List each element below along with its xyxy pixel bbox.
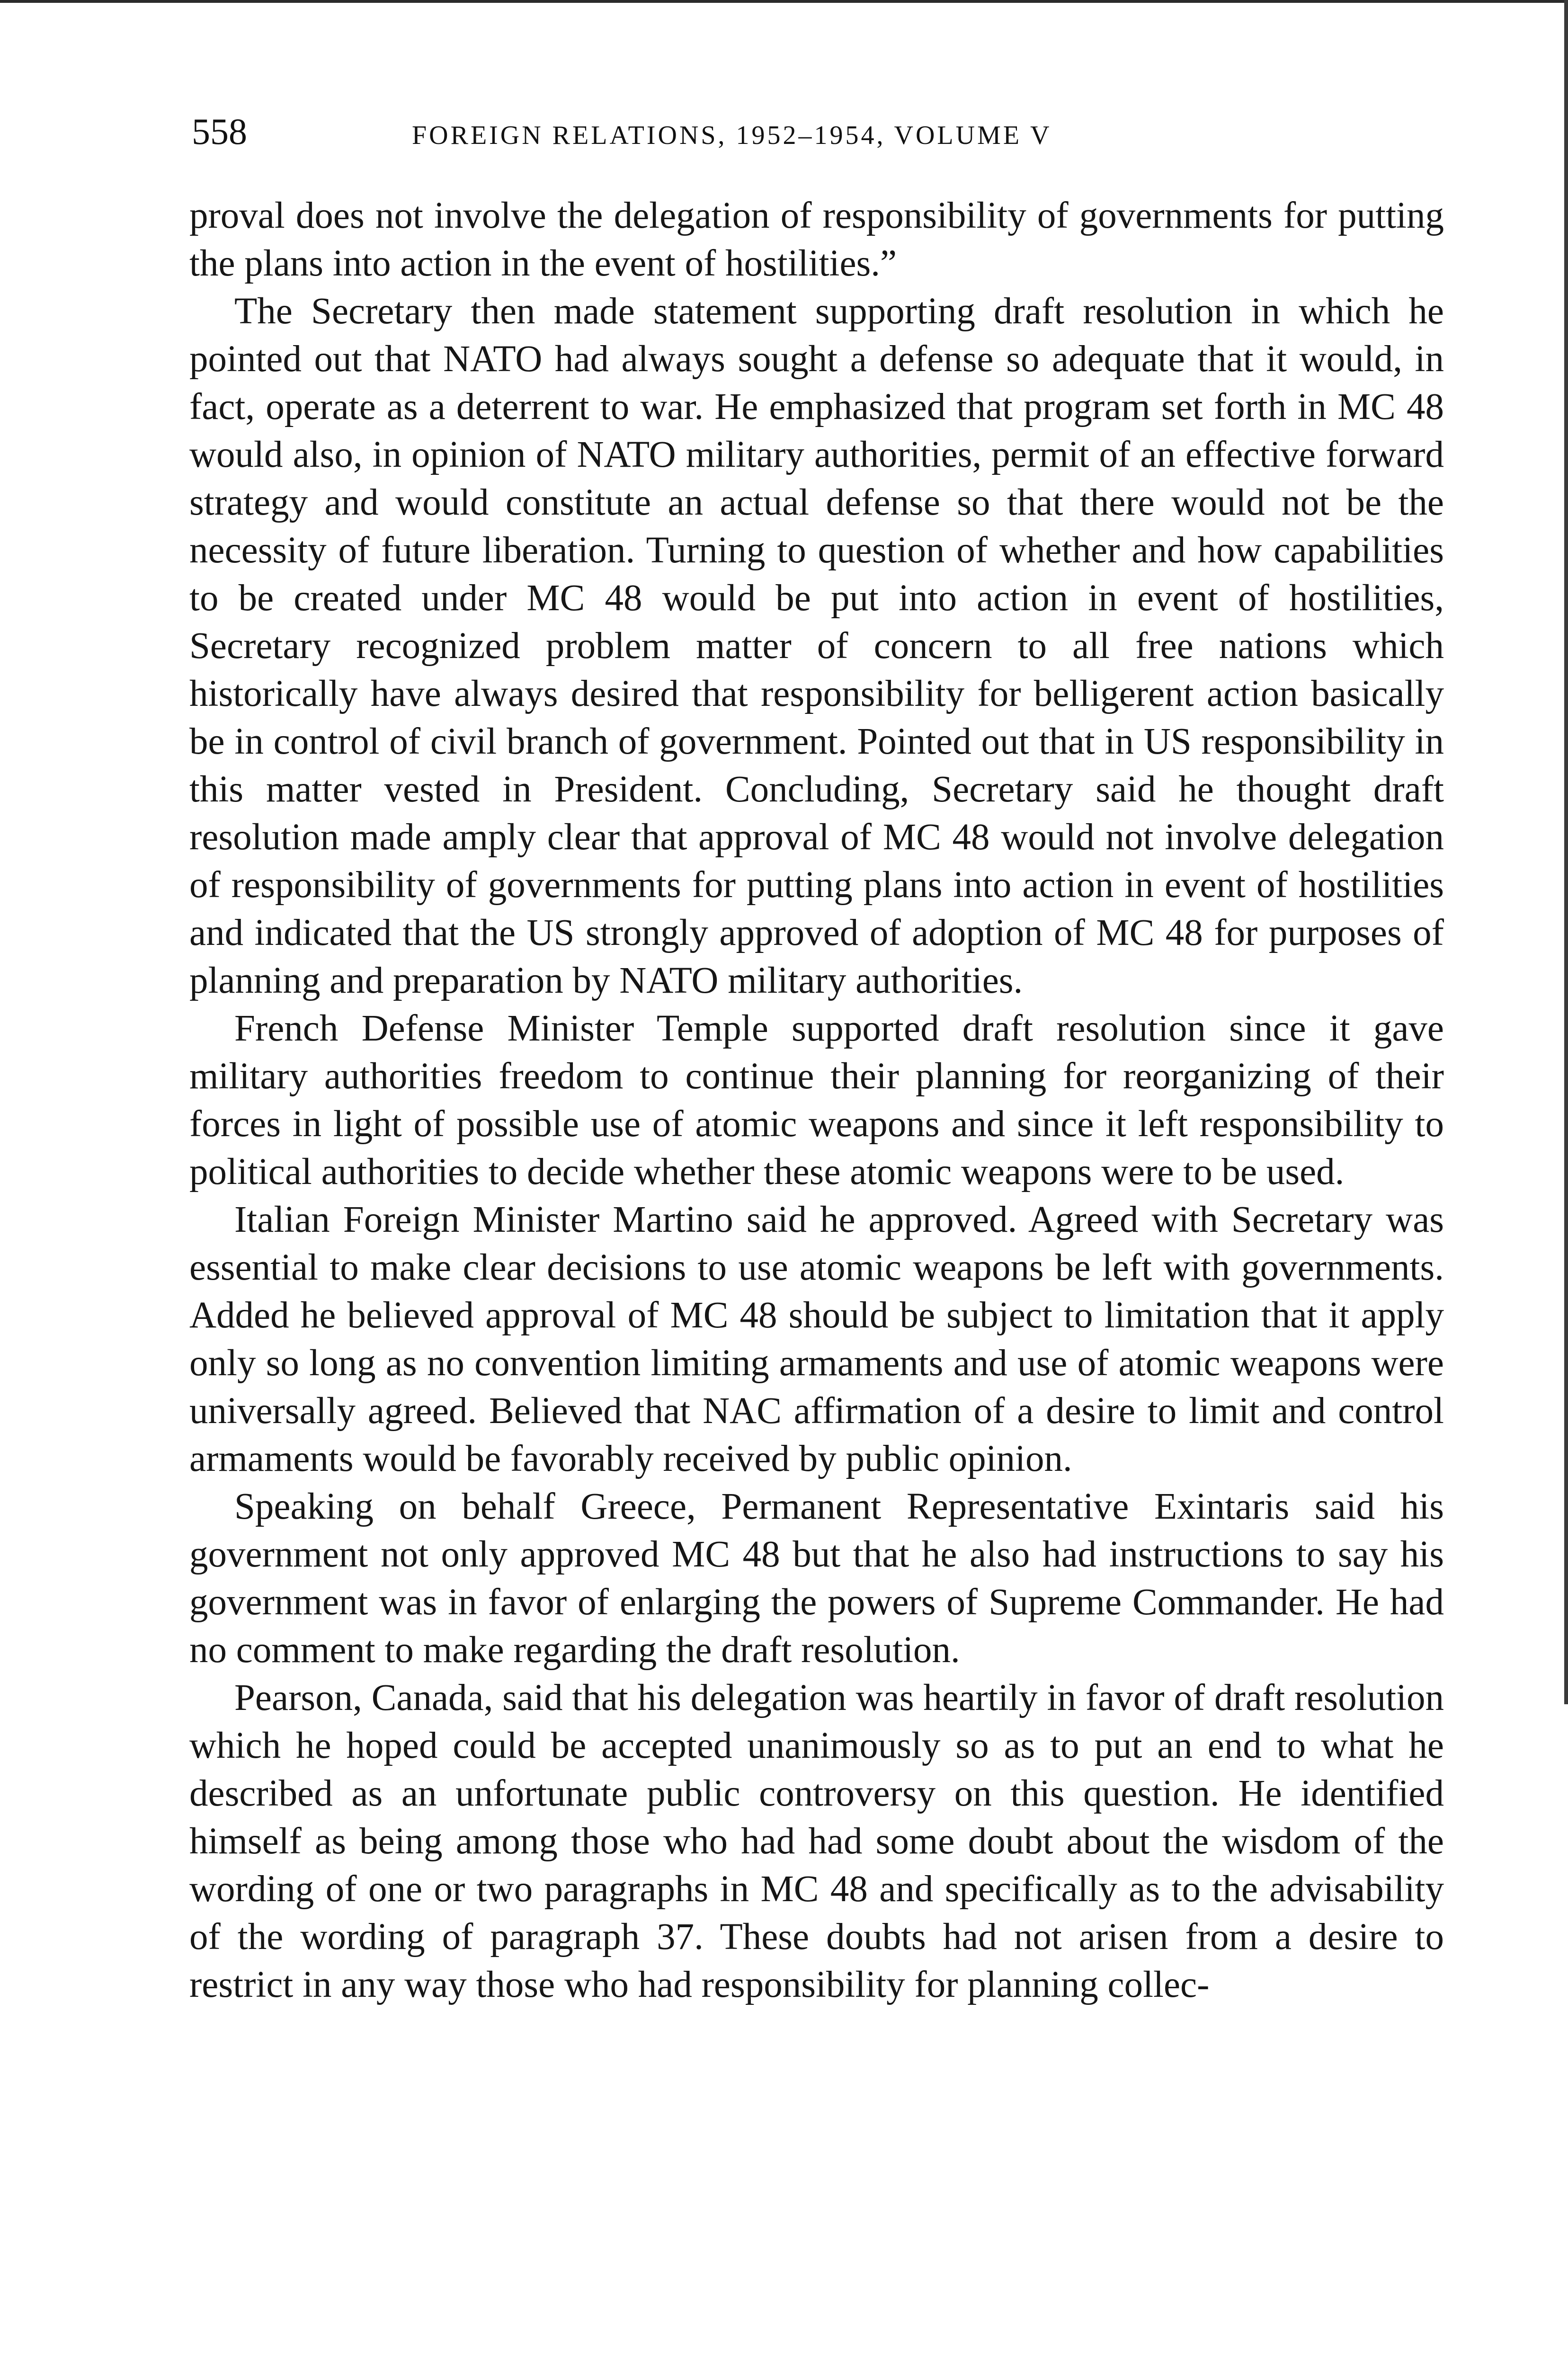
page-header: [192, 108, 1281, 155]
paragraph-greece-representative: Speaking on behalf Greece, Permanent Representative Exintaris said his government not only approved MC 48 but that he also had instructions to say his government was in favor of enlarging the powers of Supreme Commander. He had no comment to make regarding the draft resolution.: [189, 1486, 1444, 1671]
body-text: [189, 192, 1444, 2009]
paragraph-italian-foreign-minister: Italian Foreign Minister Martino said he approved. Agreed with Secretary was essential to make clear decisions to use atomic weapons be left with governments. Added he believed approval of MC 48 should be subject to limitation that it apply only so long as no convention limiting armaments and use of atomic weapons were universally agreed. Believed that NAC affirmation of a desire to limit and control armaments would be favorably received by public opinion.: [189, 1199, 1444, 1479]
scan-edge-top: [0, 0, 1568, 3]
paragraph-continuation: proval does not involve the delegation of responsibility of governments for putting the plans into action in the event of hostilities.”: [189, 195, 1444, 284]
scan-edge-right: [1564, 0, 1568, 1704]
paragraph-secretary-statement: The Secretary then made statement supporting draft resolution in which he pointed out that NATO had always sought a defense so adequate that it would, in fact, operate as a deterrent to war. He emphasized that program set forth in MC 48 would also, in opinion of NATO military authorities, permit of an effective forward strategy and would constitute an actual defense so that there would not be the necessity of future liberation. Turning to question of whether and how capabilities to be created under MC 48 would be put into action in event of hostilities, Secretary recognized problem matter of concern to all free nations which historically have always desired that responsibility for belligerent action basically be in control of civil branch of government. Pointed out that in US responsibility in this matter vested in President. Concluding, Secretary said he thought draft resolution made amply clear that approval of MC 48 would not involve delegation of responsibility of governments for putting plans into action in event of hostilities and indicated that the US strongly approved of adoption of MC 48 for purposes of planning and preparation by NATO military authorities.: [189, 291, 1444, 1001]
running-title: FOREIGN RELATIONS, 1952–1954, VOLUME V: [412, 121, 1052, 150]
paragraph-canada-pearson: Pearson, Canada, said that his delegation was heartily in favor of draft resolution which he hoped could be accepted unanimously so as to put an end to what he described as an unfortunate public controversy on this question. He identified himself as being among those who had had some doubt about the wisdom of the wording of one or two paragraphs in MC 48 and specifically as to the advisability of the wording of paragraph 37. These doubts had not arisen from a desire to restrict in any way those who had responsibility for planning collec-: [189, 1677, 1444, 2005]
paragraph-french-defense-minister: French Defense Minister Temple supported draft resolution since it gave military authorities freedom to continue their planning for reorganizing of their forces in light of possible use of atomic weapons and since it left responsibility to political authorities to decide whether these atomic weapons were to be used.: [189, 1008, 1444, 1192]
page-number: 558: [192, 111, 247, 152]
